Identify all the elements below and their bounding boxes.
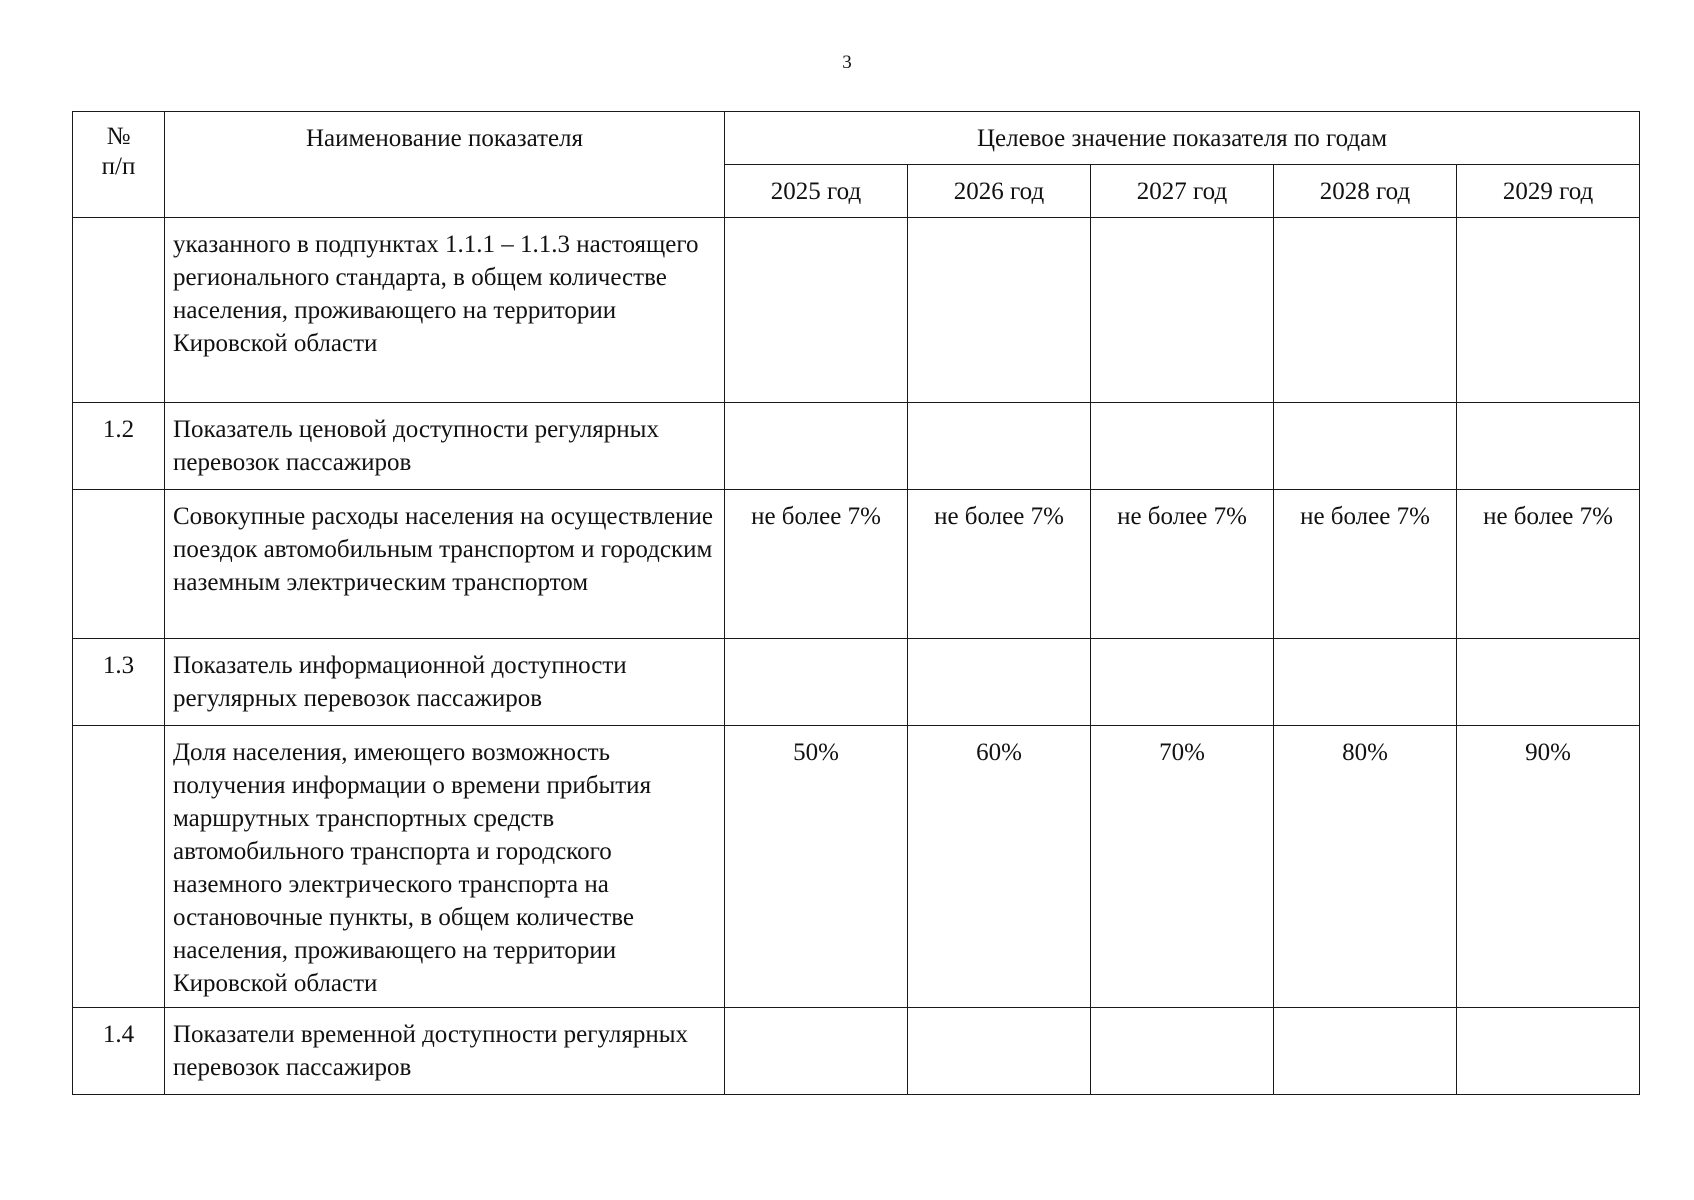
header-year: 2029 год — [1457, 165, 1640, 218]
row-number: 1.3 — [73, 639, 165, 726]
target-value — [725, 639, 908, 726]
indicator-name: Показатель информационной доступности регулярных перевозок пассажиров — [165, 639, 725, 726]
header-year: 2025 год — [725, 165, 908, 218]
target-value — [1457, 218, 1640, 403]
indicator-name: Совокупные расходы населения на осуществление поездок автомобильным транспортом и городским наземным электрическим транспортом — [165, 490, 725, 639]
target-value — [1274, 1008, 1457, 1095]
header-year: 2027 год — [1091, 165, 1274, 218]
header-number-abbr: п/п — [101, 153, 136, 180]
target-value — [1274, 218, 1457, 403]
row-number: 1.2 — [73, 403, 165, 490]
target-value: не более 7% — [725, 490, 908, 639]
target-value: не более 7% — [1091, 490, 1274, 639]
table-row — [73, 639, 1640, 726]
indicator-name: Показатель ценовой доступности регулярных перевозок пассажиров — [165, 403, 725, 490]
target-value — [1457, 1008, 1640, 1095]
target-value: 70% — [1091, 726, 1274, 1008]
target-value — [725, 403, 908, 490]
header-row-1 — [73, 112, 1640, 165]
indicator-name: Доля населения, имеющего возможность получения информации о времени прибытия маршрутных транспортных средств автомобильного транспорта и городского наземного электрического транспорта на остановочные пункты, в общем количестве населения, проживающего на территории Кировской области — [165, 726, 725, 1008]
table-row — [73, 490, 1640, 639]
row-number — [73, 726, 165, 1008]
table-row — [73, 1008, 1640, 1095]
row-number: 1.4 — [73, 1008, 165, 1095]
target-value — [908, 403, 1091, 490]
header-number — [73, 112, 165, 218]
indicator-name: указанного в подпунктах 1.1.1 – 1.1.3 настоящего регионального стандарта, в общем количестве населения, проживающего на территории Кировской области — [165, 218, 725, 403]
target-value — [1274, 639, 1457, 726]
target-value — [725, 218, 908, 403]
table-row — [73, 403, 1640, 490]
header-year: 2028 год — [1274, 165, 1457, 218]
target-value — [908, 1008, 1091, 1095]
target-value: 80% — [1274, 726, 1457, 1008]
target-value: не более 7% — [908, 490, 1091, 639]
row-number — [73, 490, 165, 639]
indicator-name: Показатели временной доступности регулярных перевозок пассажиров — [165, 1008, 725, 1095]
target-value — [1274, 403, 1457, 490]
target-value — [1457, 403, 1640, 490]
target-value — [1091, 639, 1274, 726]
target-value: 50% — [725, 726, 908, 1008]
target-value: не более 7% — [1274, 490, 1457, 639]
indicators-table — [72, 111, 1640, 1095]
target-value — [1457, 639, 1640, 726]
target-value: 60% — [908, 726, 1091, 1008]
target-value — [1091, 218, 1274, 403]
table-row — [73, 726, 1640, 1008]
table-row — [73, 218, 1640, 403]
page-number: 3 — [842, 52, 852, 73]
target-value — [1091, 403, 1274, 490]
target-value: 90% — [1457, 726, 1640, 1008]
target-value — [1091, 1008, 1274, 1095]
header-number-symbol: № — [106, 123, 131, 150]
header-year: 2026 год — [908, 165, 1091, 218]
target-value — [908, 218, 1091, 403]
header-target-values: Целевое значение показателя по годам — [725, 112, 1640, 165]
row-number — [73, 218, 165, 403]
target-value — [725, 1008, 908, 1095]
target-value: не более 7% — [1457, 490, 1640, 639]
header-indicator-name: Наименование показателя — [165, 112, 725, 218]
target-value — [908, 639, 1091, 726]
